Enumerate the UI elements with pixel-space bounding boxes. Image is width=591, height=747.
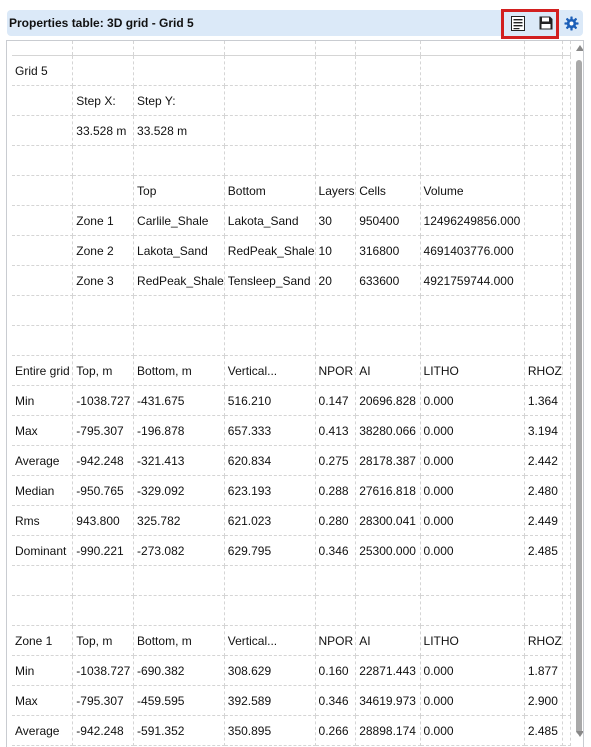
table-cell[interactable]: 33.528 m bbox=[73, 116, 134, 146]
table-cell[interactable]: Carlile_Shale bbox=[134, 206, 225, 236]
table-cell[interactable]: 0.275 bbox=[315, 446, 356, 476]
table-cell[interactable]: AI bbox=[356, 356, 420, 386]
table-cell[interactable] bbox=[134, 596, 225, 626]
table-cell[interactable] bbox=[12, 236, 73, 266]
table-row bbox=[12, 386, 571, 416]
table-cell[interactable] bbox=[562, 356, 570, 386]
table-cell[interactable] bbox=[420, 116, 524, 146]
table-cell[interactable]: 12496249856.000 bbox=[420, 206, 524, 236]
table-cell[interactable] bbox=[73, 41, 134, 56]
table-cell[interactable] bbox=[524, 236, 562, 266]
table-cell[interactable] bbox=[562, 506, 570, 536]
table-row bbox=[12, 656, 571, 686]
table-cell[interactable] bbox=[134, 41, 225, 56]
table-cell[interactable] bbox=[224, 596, 315, 626]
table-cell[interactable] bbox=[134, 296, 225, 326]
scroll-up-arrow-icon[interactable] bbox=[576, 45, 584, 51]
properties-table bbox=[12, 41, 571, 746]
table-cell[interactable] bbox=[12, 566, 73, 596]
table-cell[interactable] bbox=[356, 116, 420, 146]
table-cell[interactable]: 33.528 m bbox=[134, 116, 225, 146]
table-cell[interactable]: Vertical... bbox=[224, 626, 315, 656]
table-cell[interactable] bbox=[562, 386, 570, 416]
table-cell[interactable] bbox=[12, 41, 73, 56]
table-row bbox=[12, 476, 571, 506]
table-cell[interactable]: Rms bbox=[12, 506, 73, 536]
table-cell[interactable] bbox=[224, 86, 315, 116]
table-cell[interactable]: 392.589 bbox=[224, 686, 315, 716]
table-cell[interactable] bbox=[73, 566, 134, 596]
table-cell[interactable]: 0.280 bbox=[315, 506, 356, 536]
table-cell[interactable] bbox=[134, 326, 225, 356]
table-cell[interactable]: Bottom, m bbox=[134, 356, 225, 386]
table-cell[interactable] bbox=[420, 596, 524, 626]
table-cell[interactable]: Top, m bbox=[73, 626, 134, 656]
table-cell[interactable]: Cells bbox=[356, 176, 420, 206]
table-cell[interactable]: Min bbox=[12, 656, 73, 686]
table-cell[interactable]: RHOZ bbox=[524, 356, 562, 386]
table-cell[interactable]: 657.333 bbox=[224, 416, 315, 446]
table-cell[interactable]: 0.346 bbox=[315, 686, 356, 716]
table-view-icon bbox=[511, 16, 525, 31]
save-icon bbox=[539, 16, 553, 30]
table-cell[interactable]: 516.210 bbox=[224, 386, 315, 416]
table-cell[interactable]: 0.266 bbox=[315, 716, 356, 746]
table-cell[interactable] bbox=[524, 266, 562, 296]
table-cell[interactable]: 2.485 bbox=[524, 536, 562, 566]
table-cell[interactable] bbox=[356, 296, 420, 326]
table-cell[interactable]: Zone 1 bbox=[12, 626, 73, 656]
table-cell[interactable]: LITHO bbox=[420, 626, 524, 656]
table-row bbox=[12, 56, 571, 86]
table-row bbox=[12, 86, 571, 116]
table-cell[interactable] bbox=[315, 86, 356, 116]
table-cell[interactable] bbox=[315, 596, 356, 626]
table-cell[interactable]: 0.147 bbox=[315, 386, 356, 416]
table-cell[interactable]: Median bbox=[12, 476, 73, 506]
table-cell[interactable] bbox=[562, 686, 570, 716]
table-cell[interactable]: 623.193 bbox=[224, 476, 315, 506]
table-row bbox=[12, 686, 571, 716]
table-cell[interactable]: Max bbox=[12, 686, 73, 716]
table-cell[interactable] bbox=[562, 716, 570, 746]
table-cell[interactable]: 308.629 bbox=[224, 656, 315, 686]
table-cell[interactable]: NPOR bbox=[315, 626, 356, 656]
table-cell[interactable]: Step Y: bbox=[134, 86, 225, 116]
table-cell[interactable] bbox=[224, 56, 315, 86]
table-cell[interactable]: RedPeak_Shale bbox=[224, 236, 315, 266]
table-cell[interactable]: 620.834 bbox=[224, 446, 315, 476]
table-cell[interactable] bbox=[12, 116, 73, 146]
table-cell[interactable] bbox=[562, 86, 570, 116]
table-cell[interactable] bbox=[562, 326, 570, 356]
table-cell[interactable]: 2.900 bbox=[524, 686, 562, 716]
table-cell[interactable] bbox=[356, 596, 420, 626]
table-cell[interactable]: 2.480 bbox=[524, 476, 562, 506]
table-cell[interactable]: Max bbox=[12, 416, 73, 446]
table-row bbox=[12, 146, 571, 176]
table-row bbox=[12, 356, 571, 386]
table-cell[interactable]: 950400 bbox=[356, 206, 420, 236]
table-cell[interactable]: -942.248 bbox=[73, 446, 134, 476]
table-cell[interactable] bbox=[524, 596, 562, 626]
table-cell[interactable]: 4921759744.000 bbox=[420, 266, 524, 296]
table-cell[interactable] bbox=[420, 56, 524, 86]
table-cell[interactable]: 350.895 bbox=[224, 716, 315, 746]
table-cell[interactable] bbox=[562, 236, 570, 266]
table-cell[interactable] bbox=[562, 626, 570, 656]
table-cell[interactable]: 2.485 bbox=[524, 716, 562, 746]
table-view-button[interactable] bbox=[509, 14, 527, 32]
table-cell[interactable] bbox=[562, 476, 570, 506]
table-cell[interactable] bbox=[562, 596, 570, 626]
table-cell[interactable]: 20 bbox=[315, 266, 356, 296]
table-row bbox=[12, 41, 571, 56]
table-cell[interactable] bbox=[562, 146, 570, 176]
table-cell[interactable]: 38280.066 bbox=[356, 416, 420, 446]
table-cell[interactable] bbox=[12, 326, 73, 356]
table-cell[interactable]: 4691403776.000 bbox=[420, 236, 524, 266]
table-cell[interactable]: 0.000 bbox=[420, 716, 524, 746]
table-row bbox=[12, 596, 571, 626]
table-cell[interactable]: 34619.973 bbox=[356, 686, 420, 716]
table-cell[interactable] bbox=[524, 86, 562, 116]
table-cell[interactable] bbox=[562, 206, 570, 236]
table-row bbox=[12, 326, 571, 356]
table-cell[interactable]: Volume bbox=[420, 176, 524, 206]
table-cell[interactable] bbox=[73, 146, 134, 176]
table-cell[interactable]: Entire grid bbox=[12, 356, 73, 386]
table-cell[interactable]: LITHO bbox=[420, 356, 524, 386]
table-cell[interactable] bbox=[12, 266, 73, 296]
table-cell[interactable]: 621.023 bbox=[224, 506, 315, 536]
table-cell[interactable]: 1.877 bbox=[524, 656, 562, 686]
table-cell[interactable] bbox=[12, 176, 73, 206]
table-cell[interactable] bbox=[524, 146, 562, 176]
table-cell[interactable] bbox=[562, 656, 570, 686]
table-row bbox=[12, 206, 571, 236]
table-row bbox=[12, 716, 571, 746]
table-cell[interactable] bbox=[562, 416, 570, 446]
table-cell[interactable]: 3.194 bbox=[524, 416, 562, 446]
table-cell[interactable]: Step X: bbox=[73, 86, 134, 116]
table-cell[interactable] bbox=[12, 86, 73, 116]
table-cell[interactable]: -795.307 bbox=[73, 416, 134, 446]
window-title: Properties table: 3D grid - Grid 5 bbox=[9, 16, 194, 30]
table-cell[interactable] bbox=[562, 266, 570, 296]
table-cell[interactable]: Top, m bbox=[73, 356, 134, 386]
table-cell[interactable] bbox=[562, 566, 570, 596]
table-cell[interactable]: 0.000 bbox=[420, 416, 524, 446]
table-cell[interactable] bbox=[134, 566, 225, 596]
table-cell[interactable]: 316800 bbox=[356, 236, 420, 266]
table-cell[interactable]: Bottom, m bbox=[134, 626, 225, 656]
table-cell[interactable]: 10 bbox=[315, 236, 356, 266]
table-cell[interactable] bbox=[524, 296, 562, 326]
table-cell[interactable]: Dominant bbox=[12, 536, 73, 566]
table-cell[interactable]: 2.442 bbox=[524, 446, 562, 476]
table-cell[interactable] bbox=[562, 56, 570, 86]
table-cell[interactable]: -690.382 bbox=[134, 656, 225, 686]
table-cell[interactable]: 0.346 bbox=[315, 536, 356, 566]
table-cell[interactable]: -459.595 bbox=[134, 686, 225, 716]
table-cell[interactable]: -329.092 bbox=[134, 476, 225, 506]
table-row bbox=[12, 116, 571, 146]
table-cell[interactable] bbox=[224, 146, 315, 176]
table-cell[interactable] bbox=[224, 116, 315, 146]
table-cell[interactable] bbox=[356, 56, 420, 86]
table-cell[interactable]: -942.248 bbox=[73, 716, 134, 746]
properties-table-panel bbox=[6, 40, 584, 747]
table-cell[interactable] bbox=[524, 176, 562, 206]
table-cell[interactable]: -196.878 bbox=[134, 416, 225, 446]
table-cell[interactable]: 943.800 bbox=[73, 506, 134, 536]
table-cell[interactable] bbox=[562, 446, 570, 476]
table-cell[interactable] bbox=[315, 41, 356, 56]
table-cell[interactable]: 0.000 bbox=[420, 536, 524, 566]
table-cell[interactable] bbox=[524, 566, 562, 596]
table-cell[interactable]: Vertical... bbox=[224, 356, 315, 386]
table-cell[interactable] bbox=[73, 596, 134, 626]
table-cell[interactable]: 0.413 bbox=[315, 416, 356, 446]
table-cell[interactable] bbox=[224, 326, 315, 356]
table-row bbox=[12, 566, 571, 596]
table-cell[interactable] bbox=[315, 326, 356, 356]
table-cell[interactable] bbox=[524, 326, 562, 356]
table-cell[interactable]: Zone 2 bbox=[73, 236, 134, 266]
table-cell[interactable]: 325.782 bbox=[134, 506, 225, 536]
table-cell[interactable] bbox=[562, 536, 570, 566]
vertical-scrollbar[interactable] bbox=[574, 41, 584, 747]
table-cell[interactable] bbox=[73, 296, 134, 326]
table-cell[interactable] bbox=[12, 596, 73, 626]
table-cell[interactable]: Bottom bbox=[224, 176, 315, 206]
table-cell[interactable]: 629.795 bbox=[224, 536, 315, 566]
properties-grid[interactable] bbox=[12, 41, 571, 747]
table-cell[interactable] bbox=[356, 566, 420, 596]
table-cell[interactable] bbox=[524, 206, 562, 236]
table-cell[interactable]: 0.288 bbox=[315, 476, 356, 506]
table-cell[interactable]: -273.082 bbox=[134, 536, 225, 566]
table-row bbox=[12, 266, 571, 296]
table-cell[interactable]: 2.449 bbox=[524, 506, 562, 536]
table-cell[interactable] bbox=[524, 116, 562, 146]
table-cell[interactable]: 0.000 bbox=[420, 686, 524, 716]
table-cell[interactable]: Tensleep_Sand bbox=[224, 266, 315, 296]
table-cell[interactable]: Average bbox=[12, 716, 73, 746]
table-cell[interactable] bbox=[356, 146, 420, 176]
scrollbar-thumb[interactable] bbox=[576, 60, 582, 734]
table-cell[interactable]: -950.765 bbox=[73, 476, 134, 506]
table-cell[interactable] bbox=[315, 116, 356, 146]
table-row bbox=[12, 416, 571, 446]
table-cell[interactable]: 27616.818 bbox=[356, 476, 420, 506]
table-row bbox=[12, 176, 571, 206]
table-cell[interactable] bbox=[12, 146, 73, 176]
table-cell[interactable]: NPOR bbox=[315, 356, 356, 386]
table-row bbox=[12, 536, 571, 566]
table-cell[interactable]: AI bbox=[356, 626, 420, 656]
table-cell[interactable]: 25300.000 bbox=[356, 536, 420, 566]
table-cell[interactable] bbox=[420, 86, 524, 116]
table-cell[interactable] bbox=[562, 176, 570, 206]
table-cell[interactable]: Min bbox=[12, 386, 73, 416]
table-cell[interactable] bbox=[356, 326, 420, 356]
table-cell[interactable] bbox=[134, 56, 225, 86]
table-cell[interactable]: Lakota_Sand bbox=[134, 236, 225, 266]
table-cell[interactable]: -1038.727 bbox=[73, 656, 134, 686]
table-cell[interactable] bbox=[562, 116, 570, 146]
table-cell[interactable]: 0.000 bbox=[420, 386, 524, 416]
table-cell[interactable] bbox=[224, 41, 315, 56]
table-cell[interactable] bbox=[524, 41, 562, 56]
table-row bbox=[12, 296, 571, 326]
table-cell[interactable] bbox=[315, 146, 356, 176]
table-cell[interactable]: 1.364 bbox=[524, 386, 562, 416]
table-cell[interactable] bbox=[420, 146, 524, 176]
table-cell[interactable] bbox=[420, 326, 524, 356]
table-cell[interactable] bbox=[356, 41, 420, 56]
table-cell[interactable]: Zone 3 bbox=[73, 266, 134, 296]
table-cell[interactable]: 28178.387 bbox=[356, 446, 420, 476]
table-cell[interactable]: 28300.041 bbox=[356, 506, 420, 536]
table-cell[interactable]: -795.307 bbox=[73, 686, 134, 716]
table-cell[interactable] bbox=[420, 296, 524, 326]
table-cell[interactable]: 30 bbox=[315, 206, 356, 236]
scroll-down-arrow-icon[interactable] bbox=[576, 731, 584, 737]
table-cell[interactable]: -591.352 bbox=[134, 716, 225, 746]
table-cell[interactable] bbox=[134, 146, 225, 176]
title-bar bbox=[7, 10, 583, 36]
table-cell[interactable] bbox=[12, 296, 73, 326]
table-cell[interactable] bbox=[73, 176, 134, 206]
table-cell[interactable] bbox=[315, 566, 356, 596]
table-cell[interactable]: 0.000 bbox=[420, 476, 524, 506]
table-cell[interactable]: -990.221 bbox=[73, 536, 134, 566]
table-cell[interactable] bbox=[562, 41, 570, 56]
table-cell[interactable] bbox=[73, 326, 134, 356]
table-cell[interactable]: RedPeak_Shale bbox=[134, 266, 225, 296]
table-cell[interactable]: RHOZ bbox=[524, 626, 562, 656]
table-cell[interactable]: 0.160 bbox=[315, 656, 356, 686]
table-cell[interactable] bbox=[356, 86, 420, 116]
table-cell[interactable]: -431.675 bbox=[134, 386, 225, 416]
table-row bbox=[12, 446, 571, 476]
table-cell[interactable] bbox=[524, 56, 562, 86]
table-row bbox=[12, 506, 571, 536]
table-cell[interactable]: Layers bbox=[315, 176, 356, 206]
table-cell[interactable]: 22871.443 bbox=[356, 656, 420, 686]
table-cell[interactable] bbox=[224, 296, 315, 326]
table-cell[interactable]: Top bbox=[134, 176, 225, 206]
table-cell[interactable] bbox=[420, 566, 524, 596]
gear-icon bbox=[564, 16, 579, 31]
save-button[interactable] bbox=[537, 14, 555, 32]
table-cell[interactable]: 0.000 bbox=[420, 506, 524, 536]
table-cell[interactable]: Lakota_Sand bbox=[224, 206, 315, 236]
table-cell[interactable] bbox=[562, 296, 570, 326]
table-cell[interactable] bbox=[420, 41, 524, 56]
table-cell[interactable]: 0.000 bbox=[420, 446, 524, 476]
table-cell[interactable]: Zone 1 bbox=[73, 206, 134, 236]
table-row bbox=[12, 236, 571, 266]
settings-button[interactable] bbox=[562, 14, 580, 32]
table-cell[interactable] bbox=[224, 566, 315, 596]
table-cell[interactable]: Average bbox=[12, 446, 73, 476]
table-cell[interactable] bbox=[315, 296, 356, 326]
table-cell[interactable] bbox=[73, 56, 134, 86]
table-cell[interactable] bbox=[315, 56, 356, 86]
table-cell[interactable]: 28898.174 bbox=[356, 716, 420, 746]
table-cell[interactable]: -1038.727 bbox=[73, 386, 134, 416]
table-cell[interactable]: 633600 bbox=[356, 266, 420, 296]
table-cell[interactable]: 0.000 bbox=[420, 656, 524, 686]
table-cell[interactable] bbox=[12, 206, 73, 236]
table-row bbox=[12, 626, 571, 656]
table-cell[interactable]: -321.413 bbox=[134, 446, 225, 476]
table-cell[interactable]: 20696.828 bbox=[356, 386, 420, 416]
table-cell[interactable]: Grid 5 bbox=[12, 56, 73, 86]
